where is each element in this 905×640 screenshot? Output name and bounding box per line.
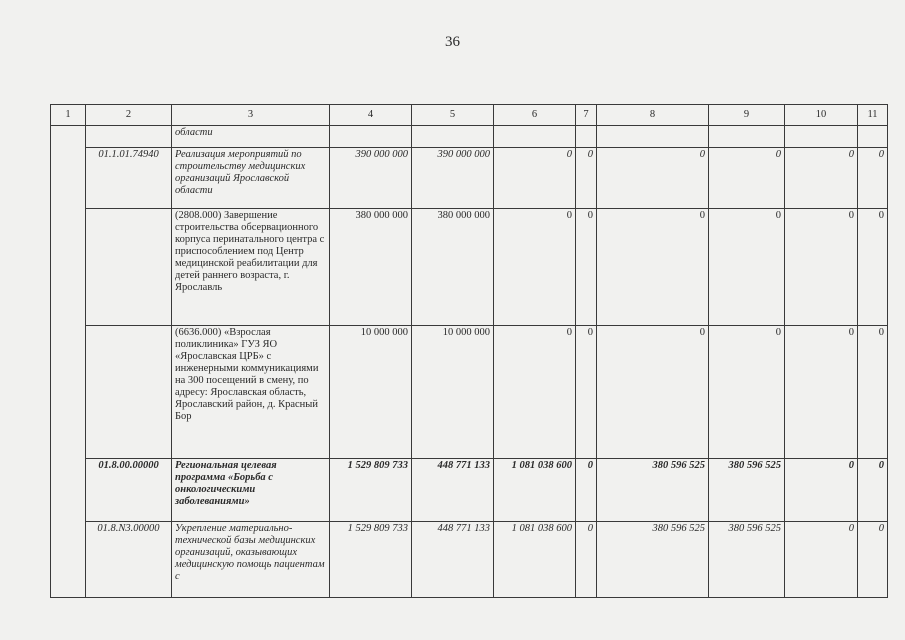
name-cell: (2808.000) Завершение строительства обсервационного корпуса перинатального центра с приспособлением под Центр медицинской реабилитации для детей раннего возраста, г. Ярославль (172, 209, 330, 326)
column-header-row (51, 105, 888, 126)
value-cell (494, 126, 576, 148)
value-cell: 0 (597, 326, 709, 459)
name-cell: Укрепление материально-технической базы медицинских организаций, оказывающих медицинскую помощь пациентам с (172, 522, 330, 598)
value-cell: 0 (858, 326, 888, 459)
value-cell: 0 (494, 209, 576, 326)
value-cell: 380 000 000 (330, 209, 412, 326)
value-cell (412, 126, 494, 148)
column-header: 10 (785, 105, 858, 126)
column-header: 1 (51, 105, 86, 126)
value-cell: 10 000 000 (412, 326, 494, 459)
value-cell: 1 081 038 600 (494, 459, 576, 522)
value-cell: 0 (858, 148, 888, 209)
code-cell: 01.8.00.00000 (86, 459, 172, 522)
value-cell (858, 126, 888, 148)
value-cell (709, 126, 785, 148)
name-cell: Реализация мероприятий по строительству медицинских организаций Ярославской области (172, 148, 330, 209)
value-cell: 0 (785, 209, 858, 326)
code-cell (86, 209, 172, 326)
value-cell (576, 126, 597, 148)
value-cell: 0 (785, 148, 858, 209)
code-cell: 01.8.N3.00000 (86, 522, 172, 598)
value-cell: 1 529 809 733 (330, 522, 412, 598)
value-cell: 448 771 133 (412, 522, 494, 598)
value-cell (785, 126, 858, 148)
column-header: 8 (597, 105, 709, 126)
value-cell: 380 596 525 (597, 459, 709, 522)
value-cell: 0 (576, 522, 597, 598)
code-cell: 01.1.01.74940 (86, 148, 172, 209)
table-row (51, 148, 888, 209)
value-cell: 0 (597, 209, 709, 326)
value-cell (597, 126, 709, 148)
value-cell: 0 (576, 209, 597, 326)
table-row (51, 126, 888, 148)
budget-table (50, 104, 888, 598)
value-cell: 0 (494, 326, 576, 459)
value-cell: 0 (785, 326, 858, 459)
value-cell: 390 000 000 (412, 148, 494, 209)
table-row (51, 459, 888, 522)
column-header: 11 (858, 105, 888, 126)
code-cell (86, 326, 172, 459)
value-cell: 0 (858, 209, 888, 326)
value-cell: 0 (576, 459, 597, 522)
value-cell: 10 000 000 (330, 326, 412, 459)
name-cell: области (172, 126, 330, 148)
value-cell: 1 081 038 600 (494, 522, 576, 598)
column-header: 9 (709, 105, 785, 126)
column-header: 6 (494, 105, 576, 126)
table-row (51, 326, 888, 459)
value-cell: 0 (576, 326, 597, 459)
value-cell: 380 596 525 (709, 459, 785, 522)
value-cell: 0 (785, 459, 858, 522)
value-cell: 390 000 000 (330, 148, 412, 209)
row-number-cell (51, 126, 86, 598)
value-cell: 0 (709, 326, 785, 459)
value-cell: 0 (494, 148, 576, 209)
value-cell (330, 126, 412, 148)
value-cell: 0 (785, 522, 858, 598)
value-cell: 0 (576, 148, 597, 209)
value-cell: 0 (858, 522, 888, 598)
value-cell: 0 (597, 148, 709, 209)
value-cell: 0 (709, 148, 785, 209)
code-cell (86, 126, 172, 148)
value-cell: 380 596 525 (597, 522, 709, 598)
value-cell: 380 596 525 (709, 522, 785, 598)
value-cell: 448 771 133 (412, 459, 494, 522)
column-header: 7 (576, 105, 597, 126)
value-cell: 380 000 000 (412, 209, 494, 326)
name-cell: Региональная целевая программа «Борьба с онкологическими заболеваниями» (172, 459, 330, 522)
page-number: 36 (445, 34, 460, 50)
column-header: 4 (330, 105, 412, 126)
table-row (51, 209, 888, 326)
value-cell: 0 (709, 209, 785, 326)
table-row (51, 522, 888, 598)
column-header: 2 (86, 105, 172, 126)
value-cell: 1 529 809 733 (330, 459, 412, 522)
column-header: 5 (412, 105, 494, 126)
value-cell: 0 (858, 459, 888, 522)
column-header: 3 (172, 105, 330, 126)
name-cell: (6636.000) «Взрослая поликлиника» ГУЗ ЯО «Ярославская ЦРБ» с инженерными коммуникациями на 300 посещений в смену, по адресу: Ярославская область, Ярославский район, д. Красный Бор (172, 326, 330, 459)
